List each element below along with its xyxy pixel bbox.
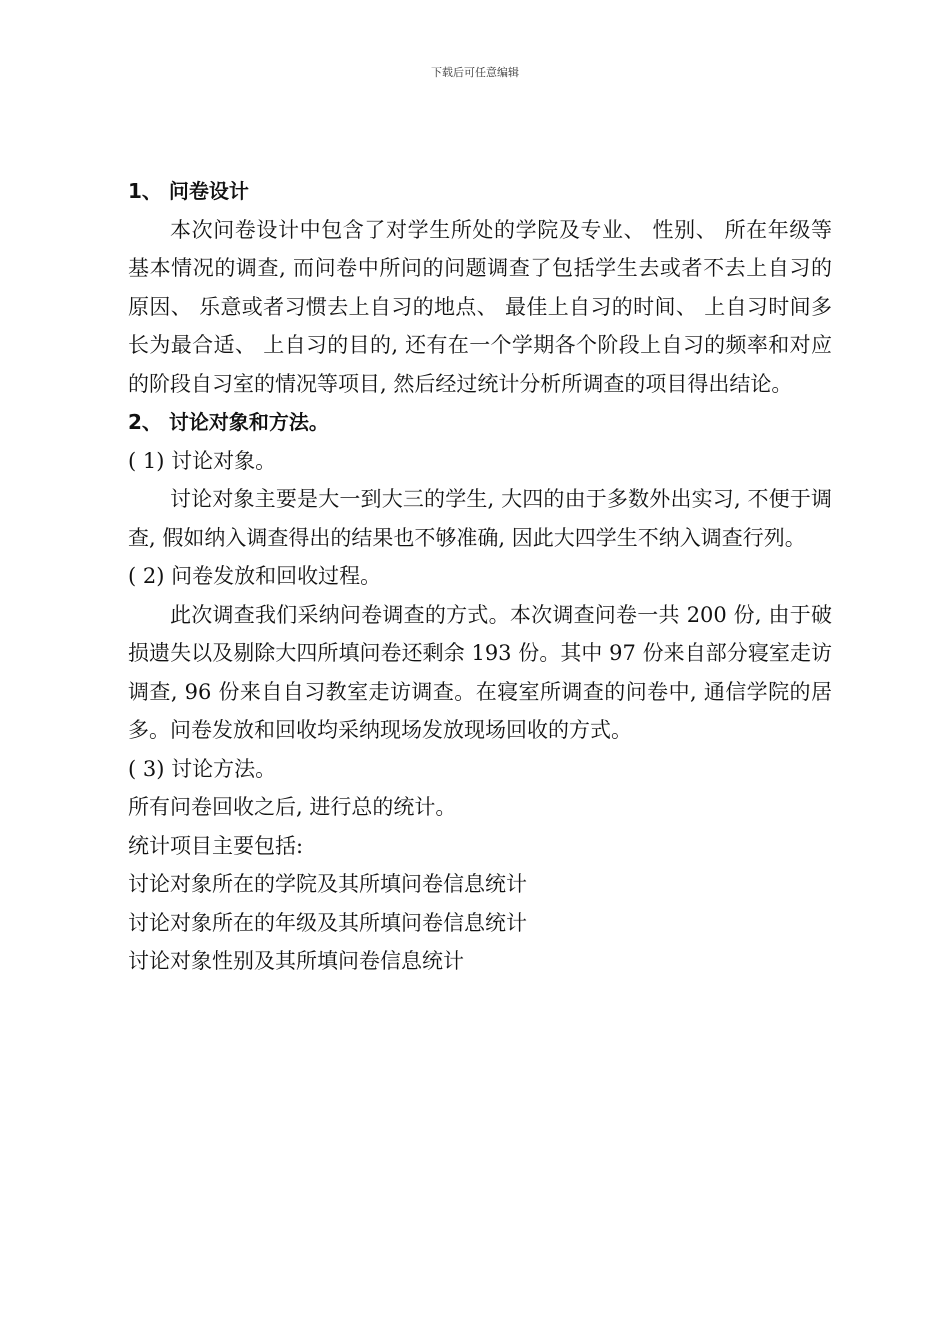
subsection-2-heading: ( 2) 问卷发放和回收过程。 (128, 564, 382, 588)
section-1-paragraph: 本次问卷设计中包含了对学生所处的学院及专业、 性别、 所在年级等基本情况的调查, 而问卷中所问的问题调查了包括学生去或者不去上自习的原因、 乐意或者习惯去上自习的地点、 最佳上自习的时间、 上自习时间多长为最合适、 上自习的目的, 还有在一个学期各个阶段上自习的频率和对应的阶段自习室的情况等项目, 然后经过统计分析所调查的项目得出结论。 (128, 217, 832, 396)
subsection-1-paragraph: 讨论对象主要是大一到大三的学生, 大四的由于多数外出实习, 不便于调查, 假如纳入调查得出的结果也不够准确, 因此大四学生不纳入调查行列。 (128, 487, 832, 550)
document-body (128, 172, 832, 981)
stat-item-grade: 讨论对象所在的年级及其所填问卷信息统计 (128, 910, 527, 935)
subsection-2-paragraph: 此次调查我们采纳问卷调查的方式。本次调查问卷一共 200 份, 由于破损遗失以及剔除大四所填问卷还剩余 193 份。其中 97 份来自部分寝室走访调查, 96 份来自自习教室走访调查。在寝室所调查的问卷中, 通信学院的居多。问卷发放和回收均采纳现场发放现场回收的方式。 (128, 602, 832, 742)
subsection-3-heading: ( 3) 讨论方法。 (128, 756, 277, 781)
page-header: 下载后可任意编辑 (431, 66, 519, 79)
stat-item-college: 讨论对象所在的学院及其所填问卷信息统计 (128, 872, 527, 896)
method-line-2: 统计项目主要包括: (128, 833, 304, 858)
section-1-heading: 1、 问卷设计 (128, 179, 249, 203)
stat-item-gender: 讨论对象性别及其所填问卷信息统计 (128, 949, 464, 973)
subsection-1-heading: ( 1) 讨论对象。 (128, 448, 277, 473)
section-2-heading: 2、 讨论对象和方法。 (128, 410, 329, 434)
method-line-1: 所有问卷回收之后, 进行总的统计。 (128, 795, 457, 819)
